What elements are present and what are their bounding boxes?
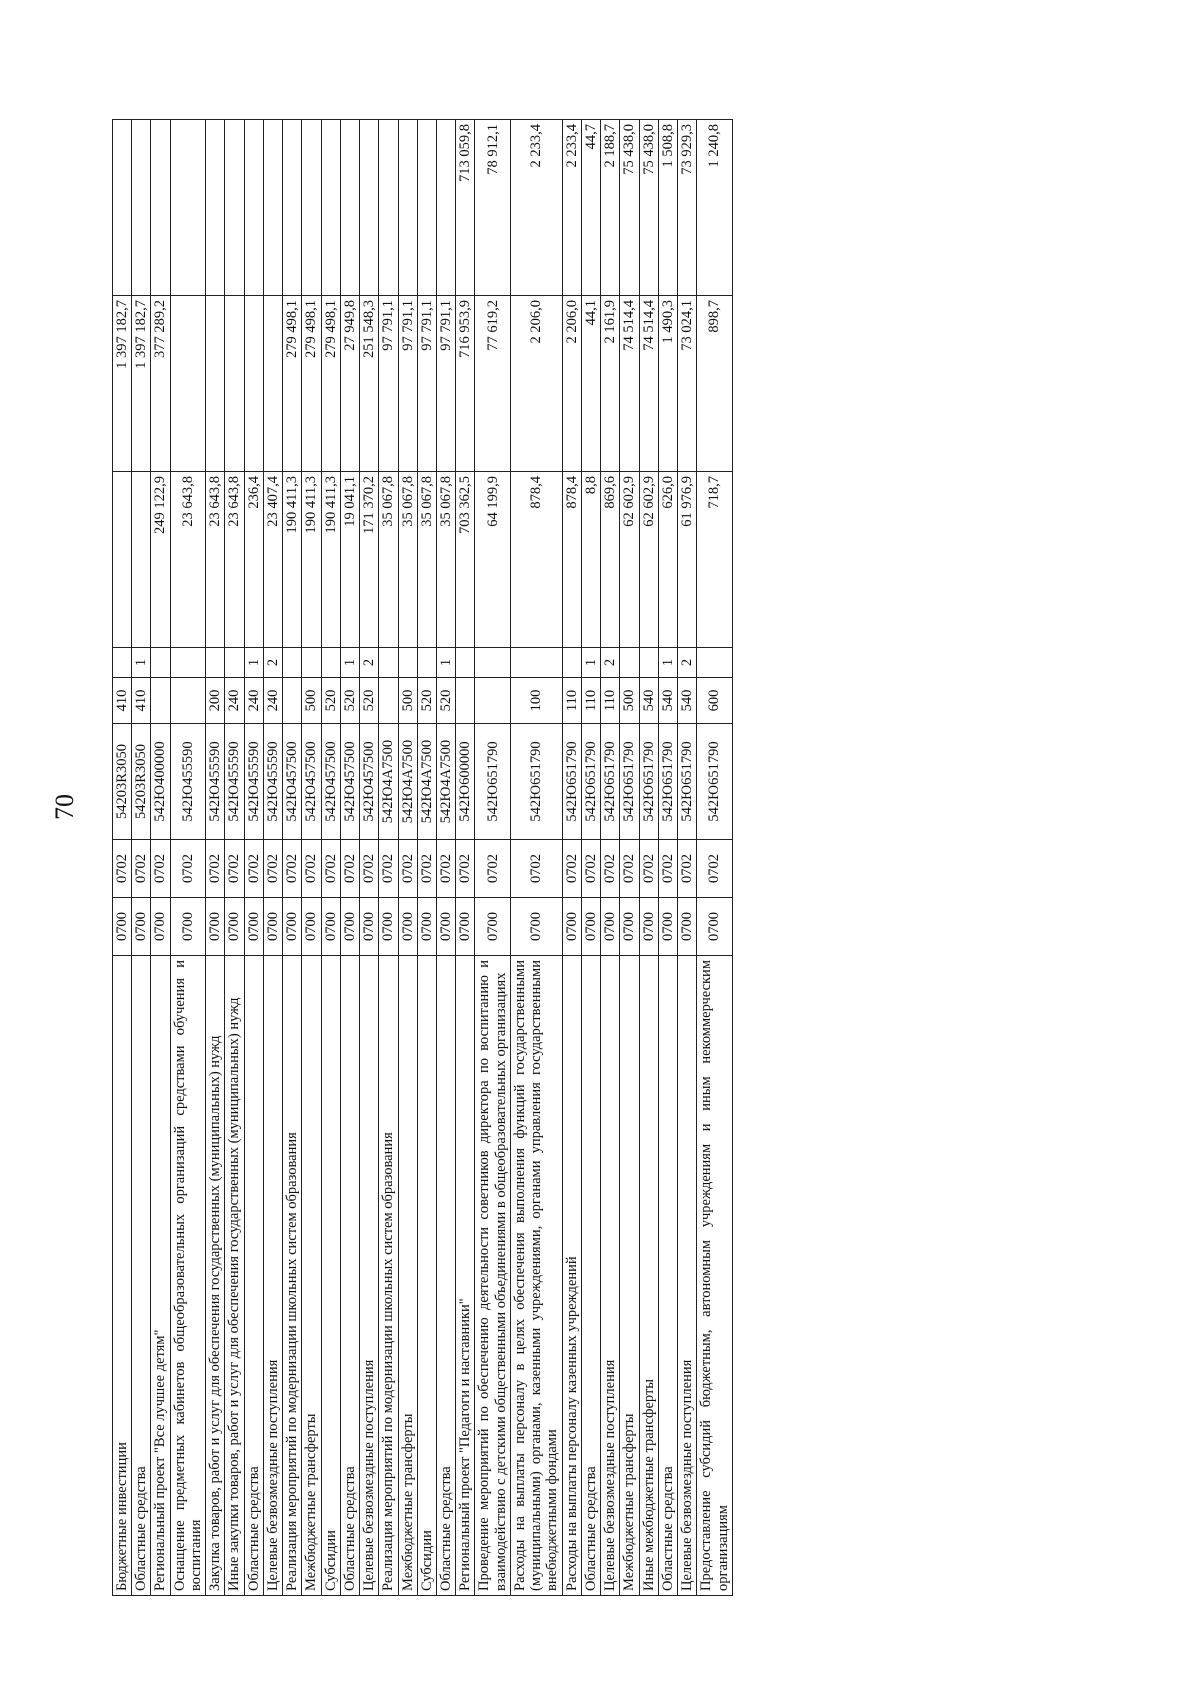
amount-year1-cell: 878,4 [562, 472, 581, 648]
target-item-code-cell: 542Ю455590 [263, 724, 282, 840]
row-name-cell: Проведение мероприятий по обеспечению деятельности советников директора по воспитанию и взаимодействию с детскими общественными объединениями в общеобразовательных организациях [475, 956, 510, 1596]
source-code-cell [302, 648, 321, 678]
table-row [697, 120, 732, 1596]
source-code-cell: 1 [244, 648, 263, 678]
row-name-cell: Областные средства [436, 956, 455, 1596]
subsection-code-cell: 0702 [113, 840, 132, 898]
amount-year2-cell: 77 619,2 [475, 296, 510, 472]
subsection-code-cell: 0702 [340, 840, 359, 898]
amount-year2-cell: 279 498,1 [302, 296, 321, 472]
amount-year3-cell [244, 120, 263, 296]
amount-year1-cell: 190 411,3 [321, 472, 340, 648]
source-code-cell: 2 [678, 648, 697, 678]
table-row [620, 120, 639, 1596]
expense-type-cell: 410 [132, 678, 151, 724]
table-row [321, 120, 340, 1596]
expense-type-cell: 240 [225, 678, 244, 724]
source-code-cell [225, 648, 244, 678]
row-name-cell: Реализация мероприятий по модернизации школьных систем образования [379, 956, 398, 1596]
table-row [658, 120, 677, 1596]
amount-year1-cell: 869,6 [601, 472, 620, 648]
subsection-code-cell: 0702 [263, 840, 282, 898]
amount-year2-cell: 97 791,1 [379, 296, 398, 472]
source-code-cell [151, 648, 170, 678]
amount-year3-cell [379, 120, 398, 296]
amount-year2-cell: 279 498,1 [321, 296, 340, 472]
row-name-cell: Оснащение предметных кабинетов общеобразовательных организаций средствами обучения и воспитания [170, 956, 205, 1596]
target-item-code-cell: 54203R3050 [113, 724, 132, 840]
expense-type-cell: 410 [113, 678, 132, 724]
amount-year2-cell: 44,1 [581, 296, 600, 472]
section-code-cell: 0700 [263, 898, 282, 956]
subsection-code-cell: 0702 [475, 840, 510, 898]
section-code-cell: 0700 [658, 898, 677, 956]
subsection-code-cell: 0702 [562, 840, 581, 898]
row-name-cell: Областные средства [340, 956, 359, 1596]
amount-year3-cell: 73 929,3 [678, 120, 697, 296]
subsection-code-cell: 0702 [132, 840, 151, 898]
target-item-code-cell: 542Ю651790 [658, 724, 677, 840]
amount-year3-cell: 1 240,8 [697, 120, 732, 296]
source-code-cell: 2 [360, 648, 379, 678]
amount-year1-cell: 35 067,8 [436, 472, 455, 648]
row-name-cell: Иные закупки товаров, работ и услуг для обеспечения государственных (муниципальных) нужд [225, 956, 244, 1596]
expense-type-cell: 520 [321, 678, 340, 724]
amount-year2-cell: 74 514,4 [639, 296, 658, 472]
subsection-code-cell: 0702 [456, 840, 475, 898]
expense-type-cell: 520 [340, 678, 359, 724]
target-item-code-cell: 542Ю457500 [321, 724, 340, 840]
expense-type-cell: 500 [620, 678, 639, 724]
table-row [360, 120, 379, 1596]
section-code-cell: 0700 [379, 898, 398, 956]
amount-year1-cell: 23 643,8 [206, 472, 225, 648]
source-code-cell: 1 [340, 648, 359, 678]
amount-year3-cell [436, 120, 455, 296]
expense-type-cell [456, 678, 475, 724]
section-code-cell: 0700 [678, 898, 697, 956]
subsection-code-cell: 0702 [244, 840, 263, 898]
subsection-code-cell: 0702 [360, 840, 379, 898]
target-item-code-cell: 542Ю651790 [697, 724, 732, 840]
source-code-cell: 1 [581, 648, 600, 678]
subsection-code-cell: 0702 [436, 840, 455, 898]
amount-year3-cell [225, 120, 244, 296]
table-row [379, 120, 398, 1596]
row-name-cell: Расходы на выплаты персоналу в целях обеспечения выполнения функций государственными (муниципальными) органами, казенными учреждениями, органами управления государственными внебюджетными фондами [510, 956, 562, 1596]
target-item-code-cell: 542Ю455590 [170, 724, 205, 840]
amount-year3-cell: 75 438,0 [620, 120, 639, 296]
target-item-code-cell: 542Ю4А7500 [379, 724, 398, 840]
subsection-code-cell: 0702 [417, 840, 436, 898]
row-name-cell: Межбюджетные трансферты [302, 956, 321, 1596]
section-code-cell: 0700 [132, 898, 151, 956]
amount-year2-cell: 1 397 182,7 [132, 296, 151, 472]
amount-year1-cell: 8,8 [581, 472, 600, 648]
row-name-cell: Региональный проект "Все лучшее детям" [151, 956, 170, 1596]
table-row [151, 120, 170, 1596]
expense-type-cell [475, 678, 510, 724]
row-name-cell: Бюджетные инвестиции [113, 956, 132, 1596]
target-item-code-cell: 54203R3050 [132, 724, 151, 840]
amount-year1-cell: 703 362,5 [456, 472, 475, 648]
table-row [601, 120, 620, 1596]
target-item-code-cell: 542Ю651790 [620, 724, 639, 840]
amount-year1-cell [132, 472, 151, 648]
amount-year1-cell: 190 411,3 [283, 472, 302, 648]
source-code-cell [283, 648, 302, 678]
expense-type-cell: 100 [510, 678, 562, 724]
source-code-cell: 1 [436, 648, 455, 678]
amount-year3-cell [132, 120, 151, 296]
row-name-cell: Иные межбюджетные трансферты [639, 956, 658, 1596]
source-code-cell [697, 648, 732, 678]
expense-type-cell: 540 [639, 678, 658, 724]
amount-year1-cell: 35 067,8 [379, 472, 398, 648]
expense-type-cell: 110 [581, 678, 600, 724]
amount-year3-cell: 78 912,1 [475, 120, 510, 296]
subsection-code-cell: 0702 [658, 840, 677, 898]
subsection-code-cell: 0702 [620, 840, 639, 898]
amount-year3-cell: 44,7 [581, 120, 600, 296]
section-code-cell: 0700 [206, 898, 225, 956]
target-item-code-cell: 542Ю651790 [475, 724, 510, 840]
amount-year3-cell [302, 120, 321, 296]
table-row [436, 120, 455, 1596]
section-code-cell: 0700 [581, 898, 600, 956]
amount-year1-cell: 62 602,9 [620, 472, 639, 648]
amount-year1-cell: 878,4 [510, 472, 562, 648]
amount-year3-cell [283, 120, 302, 296]
amount-year2-cell [225, 296, 244, 472]
table-row [581, 120, 600, 1596]
amount-year1-cell: 23 643,8 [170, 472, 205, 648]
table-row [510, 120, 562, 1596]
target-item-code-cell: 542Ю651790 [601, 724, 620, 840]
table-row [244, 120, 263, 1596]
source-code-cell: 2 [263, 648, 282, 678]
target-item-code-cell: 542Ю457500 [283, 724, 302, 840]
row-name-cell: Расходы на выплаты персоналу казенных учреждений [562, 956, 581, 1596]
table-row [206, 120, 225, 1596]
amount-year1-cell: 718,7 [697, 472, 732, 648]
amount-year2-cell [263, 296, 282, 472]
subsection-code-cell: 0702 [379, 840, 398, 898]
row-name-cell: Региональный проект "Педагоги и наставники" [456, 956, 475, 1596]
amount-year2-cell: 2 206,0 [562, 296, 581, 472]
target-item-code-cell: 542Ю651790 [678, 724, 697, 840]
amount-year3-cell [417, 120, 436, 296]
amount-year2-cell: 27 949,8 [340, 296, 359, 472]
source-code-cell [206, 648, 225, 678]
source-code-cell [321, 648, 340, 678]
amount-year2-cell: 377 289,2 [151, 296, 170, 472]
section-code-cell: 0700 [639, 898, 658, 956]
subsection-code-cell: 0702 [510, 840, 562, 898]
section-code-cell: 0700 [244, 898, 263, 956]
subsection-code-cell: 0702 [398, 840, 417, 898]
subsection-code-cell: 0702 [170, 840, 205, 898]
row-name-cell: Закупка товаров, работ и услуг для обеспечения государственных (муниципальных) нужд [206, 956, 225, 1596]
amount-year1-cell: 64 199,9 [475, 472, 510, 648]
subsection-code-cell: 0702 [581, 840, 600, 898]
row-name-cell: Областные средства [132, 956, 151, 1596]
amount-year2-cell [206, 296, 225, 472]
target-item-code-cell: 542Ю455590 [244, 724, 263, 840]
source-code-cell: 1 [132, 648, 151, 678]
subsection-code-cell: 0702 [206, 840, 225, 898]
table-row [132, 120, 151, 1596]
row-name-cell: Реализация мероприятий по модернизации школьных систем образования [283, 956, 302, 1596]
budget-table [112, 119, 733, 1596]
source-code-cell [417, 648, 436, 678]
row-name-cell: Целевые безвозмездные поступления [678, 956, 697, 1596]
table-row [113, 120, 132, 1596]
section-code-cell: 0700 [510, 898, 562, 956]
section-code-cell: 0700 [151, 898, 170, 956]
target-item-code-cell: 542Ю457500 [302, 724, 321, 840]
table-row [225, 120, 244, 1596]
expense-type-cell: 500 [302, 678, 321, 724]
amount-year2-cell: 1 397 182,7 [113, 296, 132, 472]
amount-year2-cell: 74 514,4 [620, 296, 639, 472]
table-row [475, 120, 510, 1596]
source-code-cell [170, 648, 205, 678]
amount-year1-cell: 23 643,8 [225, 472, 244, 648]
section-code-cell: 0700 [475, 898, 510, 956]
section-code-cell: 0700 [620, 898, 639, 956]
amount-year3-cell [398, 120, 417, 296]
amount-year1-cell: 61 976,9 [678, 472, 697, 648]
section-code-cell: 0700 [456, 898, 475, 956]
subsection-code-cell: 0702 [639, 840, 658, 898]
section-code-cell: 0700 [340, 898, 359, 956]
amount-year3-cell: 2 188,7 [601, 120, 620, 296]
row-name-cell: Целевые безвозмездные поступления [601, 956, 620, 1596]
rotated-page-content [112, 120, 733, 1596]
subsection-code-cell: 0702 [283, 840, 302, 898]
expense-type-cell [170, 678, 205, 724]
target-item-code-cell: 542Ю600000 [456, 724, 475, 840]
expense-type-cell: 110 [562, 678, 581, 724]
amount-year1-cell: 626,0 [658, 472, 677, 648]
expense-type-cell [379, 678, 398, 724]
source-code-cell [510, 648, 562, 678]
source-code-cell: 1 [658, 648, 677, 678]
expense-type-cell: 540 [678, 678, 697, 724]
amount-year2-cell: 2 161,9 [601, 296, 620, 472]
source-code-cell [639, 648, 658, 678]
amount-year1-cell: 62 602,9 [639, 472, 658, 648]
source-code-cell [113, 648, 132, 678]
row-name-cell: Областные средства [581, 956, 600, 1596]
amount-year3-cell [360, 120, 379, 296]
table-row [340, 120, 359, 1596]
target-item-code-cell: 542Ю651790 [639, 724, 658, 840]
table-row [170, 120, 205, 1596]
amount-year2-cell: 716 953,9 [456, 296, 475, 472]
amount-year2-cell: 251 548,3 [360, 296, 379, 472]
target-item-code-cell: 542Ю651790 [510, 724, 562, 840]
amount-year3-cell: 2 233,4 [510, 120, 562, 296]
row-name-cell: Областные средства [244, 956, 263, 1596]
amount-year3-cell: 1 508,8 [658, 120, 677, 296]
source-code-cell [620, 648, 639, 678]
amount-year1-cell: 190 411,3 [302, 472, 321, 648]
row-name-cell: Межбюджетные трансферты [398, 956, 417, 1596]
table-row [283, 120, 302, 1596]
target-item-code-cell: 542Ю651790 [562, 724, 581, 840]
amount-year2-cell: 97 791,1 [436, 296, 455, 472]
amount-year3-cell [170, 120, 205, 296]
row-name-cell: Целевые безвозмездные поступления [360, 956, 379, 1596]
target-item-code-cell: 542Ю651790 [581, 724, 600, 840]
amount-year2-cell: 73 024,1 [678, 296, 697, 472]
amount-year3-cell [321, 120, 340, 296]
amount-year3-cell [151, 120, 170, 296]
target-item-code-cell: 542Ю457500 [360, 724, 379, 840]
source-code-cell [456, 648, 475, 678]
expense-type-cell [151, 678, 170, 724]
subsection-code-cell: 0702 [151, 840, 170, 898]
expense-type-cell: 520 [417, 678, 436, 724]
amount-year1-cell: 19 041,1 [340, 472, 359, 648]
section-code-cell: 0700 [113, 898, 132, 956]
row-name-cell: Областные средства [658, 956, 677, 1596]
section-code-cell: 0700 [562, 898, 581, 956]
target-item-code-cell: 542Ю4А7500 [417, 724, 436, 840]
amount-year2-cell: 898,7 [697, 296, 732, 472]
table-row [398, 120, 417, 1596]
amount-year2-cell: 97 791,1 [417, 296, 436, 472]
source-code-cell [562, 648, 581, 678]
expense-type-cell: 500 [398, 678, 417, 724]
subsection-code-cell: 0702 [697, 840, 732, 898]
amount-year3-cell [206, 120, 225, 296]
row-name-cell: Субсидии [417, 956, 436, 1596]
section-code-cell: 0700 [225, 898, 244, 956]
amount-year1-cell: 249 122,9 [151, 472, 170, 648]
section-code-cell: 0700 [283, 898, 302, 956]
target-item-code-cell: 542Ю4А7500 [398, 724, 417, 840]
source-code-cell [398, 648, 417, 678]
table-row [417, 120, 436, 1596]
subsection-code-cell: 0702 [225, 840, 244, 898]
expense-type-cell: 240 [263, 678, 282, 724]
section-code-cell: 0700 [436, 898, 455, 956]
section-code-cell: 0700 [321, 898, 340, 956]
table-row [263, 120, 282, 1596]
subsection-code-cell: 0702 [601, 840, 620, 898]
amount-year3-cell: 2 233,4 [562, 120, 581, 296]
table-row [639, 120, 658, 1596]
target-item-code-cell: 542Ю457500 [340, 724, 359, 840]
amount-year1-cell: 23 407,4 [263, 472, 282, 648]
amount-year1-cell [113, 472, 132, 648]
amount-year1-cell: 236,4 [244, 472, 263, 648]
target-item-code-cell: 542Ю455590 [225, 724, 244, 840]
source-code-cell [475, 648, 510, 678]
table-row [456, 120, 475, 1596]
page-number: 70 [50, 794, 79, 820]
amount-year1-cell: 35 067,8 [398, 472, 417, 648]
amount-year3-cell [263, 120, 282, 296]
amount-year2-cell [244, 296, 263, 472]
amount-year3-cell: 75 438,0 [639, 120, 658, 296]
target-item-code-cell: 542Ю455590 [206, 724, 225, 840]
amount-year2-cell: 2 206,0 [510, 296, 562, 472]
section-code-cell: 0700 [398, 898, 417, 956]
expense-type-cell: 540 [658, 678, 677, 724]
amount-year2-cell: 279 498,1 [283, 296, 302, 472]
row-name-cell: Межбюджетные трансферты [620, 956, 639, 1596]
subsection-code-cell: 0702 [321, 840, 340, 898]
budget-table-body [113, 120, 733, 1596]
expense-type-cell: 110 [601, 678, 620, 724]
amount-year1-cell: 171 370,2 [360, 472, 379, 648]
expense-type-cell [283, 678, 302, 724]
section-code-cell: 0700 [302, 898, 321, 956]
amount-year3-cell: 713 059,8 [456, 120, 475, 296]
table-row [678, 120, 697, 1596]
amount-year2-cell: 97 791,1 [398, 296, 417, 472]
row-name-cell: Субсидии [321, 956, 340, 1596]
amount-year3-cell [340, 120, 359, 296]
section-code-cell: 0700 [417, 898, 436, 956]
row-name-cell: Предоставление субсидий бюджетным, автономным учреждениям и иным некоммерческим организациям [697, 956, 732, 1596]
target-item-code-cell: 542Ю400000 [151, 724, 170, 840]
target-item-code-cell: 542Ю4А7500 [436, 724, 455, 840]
expense-type-cell: 520 [360, 678, 379, 724]
subsection-code-cell: 0702 [302, 840, 321, 898]
amount-year2-cell: 1 490,3 [658, 296, 677, 472]
source-code-cell: 2 [601, 648, 620, 678]
amount-year1-cell: 35 067,8 [417, 472, 436, 648]
expense-type-cell: 600 [697, 678, 732, 724]
amount-year3-cell [113, 120, 132, 296]
subsection-code-cell: 0702 [678, 840, 697, 898]
expense-type-cell: 240 [244, 678, 263, 724]
source-code-cell [379, 648, 398, 678]
expense-type-cell: 200 [206, 678, 225, 724]
table-row [562, 120, 581, 1596]
table-row [302, 120, 321, 1596]
section-code-cell: 0700 [360, 898, 379, 956]
row-name-cell: Целевые безвозмездные поступления [263, 956, 282, 1596]
section-code-cell: 0700 [170, 898, 205, 956]
section-code-cell: 0700 [697, 898, 732, 956]
expense-type-cell: 520 [436, 678, 455, 724]
section-code-cell: 0700 [601, 898, 620, 956]
amount-year2-cell [170, 296, 205, 472]
